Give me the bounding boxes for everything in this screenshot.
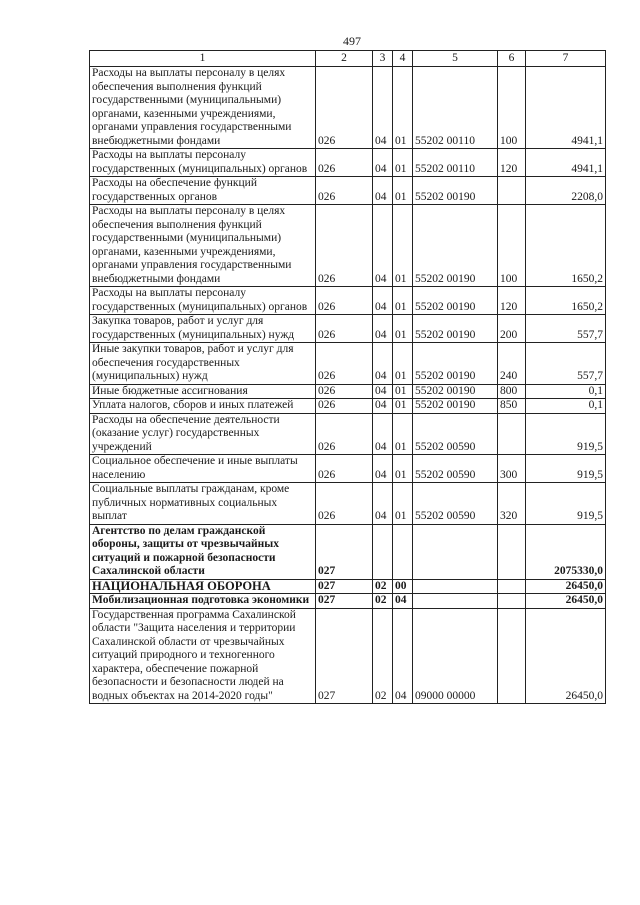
- row-section: 02: [373, 594, 393, 609]
- row-amount: 0,1: [526, 384, 606, 399]
- row-name: Закупка товаров, работ и услуг для государственных (муниципальных) нужд: [90, 315, 316, 343]
- row-subsection: 01: [393, 399, 413, 414]
- row-name: Иные бюджетные ассигнования: [90, 384, 316, 399]
- row-subsection: [393, 524, 413, 579]
- row-amount: 919,5: [526, 483, 606, 525]
- row-amount: 26450,0: [526, 594, 606, 609]
- row-type: [498, 579, 526, 594]
- row-amount: 2075330,0: [526, 524, 606, 579]
- table-row: [90, 149, 606, 177]
- row-code: 027: [316, 594, 373, 609]
- row-subsection: 01: [393, 455, 413, 483]
- row-section: 04: [373, 384, 393, 399]
- page-number: 497: [343, 34, 361, 48]
- row-section: 04: [373, 205, 393, 287]
- row-type: [498, 594, 526, 609]
- row-code: 027: [316, 579, 373, 594]
- table-row: [90, 399, 606, 414]
- row-name: Уплата налогов, сборов и иных платежей: [90, 399, 316, 414]
- row-name: Социальное обеспечение и иные выплаты населению: [90, 455, 316, 483]
- table-row: [90, 287, 606, 315]
- row-name: Расходы на выплаты персоналу государственных (муниципальных) органов: [90, 149, 316, 177]
- table-row: [90, 384, 606, 399]
- row-target: 55202 00110: [413, 67, 498, 149]
- row-type: 300: [498, 455, 526, 483]
- row-name: Расходы на выплаты персоналу в целях обеспечения выполнения функций государственными (муниципальными) органами, казенными учреждениями, органами управления государственными внебюджетными фондами: [90, 205, 316, 287]
- row-code: 026: [316, 384, 373, 399]
- row-code: 026: [316, 399, 373, 414]
- row-amount: 557,7: [526, 343, 606, 385]
- row-target: [413, 524, 498, 579]
- row-amount: 4941,1: [526, 149, 606, 177]
- row-code: 026: [316, 343, 373, 385]
- column-header: 4: [393, 51, 413, 67]
- row-section: [373, 524, 393, 579]
- column-header: 7: [526, 51, 606, 67]
- row-code: 026: [316, 483, 373, 525]
- row-subsection: 01: [393, 384, 413, 399]
- row-section: 04: [373, 455, 393, 483]
- row-type: 120: [498, 149, 526, 177]
- table-row: [90, 594, 606, 609]
- row-target: [413, 594, 498, 609]
- row-target: 55202 00590: [413, 483, 498, 525]
- table-row: [90, 524, 606, 579]
- row-target: 55202 00590: [413, 413, 498, 455]
- row-section: 04: [373, 483, 393, 525]
- row-code: 026: [316, 205, 373, 287]
- row-section: 04: [373, 67, 393, 149]
- row-code: 026: [316, 177, 373, 205]
- row-name: Социальные выплаты гражданам, кроме публичных нормативных социальных выплат: [90, 483, 316, 525]
- row-type: [498, 608, 526, 704]
- row-target: 55202 00190: [413, 315, 498, 343]
- row-section: 04: [373, 149, 393, 177]
- row-name: Мобилизационная подготовка экономики: [90, 594, 316, 609]
- row-subsection: 01: [393, 315, 413, 343]
- row-amount: 0,1: [526, 399, 606, 414]
- row-type: 120: [498, 287, 526, 315]
- row-amount: 919,5: [526, 413, 606, 455]
- column-header: 5: [413, 51, 498, 67]
- row-section: 04: [373, 413, 393, 455]
- row-amount: 26450,0: [526, 579, 606, 594]
- row-type: [498, 524, 526, 579]
- column-header: 1: [90, 51, 316, 67]
- row-section: 04: [373, 315, 393, 343]
- row-section: 04: [373, 177, 393, 205]
- row-subsection: 04: [393, 608, 413, 704]
- row-section: 04: [373, 287, 393, 315]
- column-number-row: [90, 51, 606, 67]
- row-section: 04: [373, 343, 393, 385]
- row-code: 027: [316, 608, 373, 704]
- row-subsection: 04: [393, 594, 413, 609]
- row-target: [413, 579, 498, 594]
- row-type: 800: [498, 384, 526, 399]
- row-type: [498, 413, 526, 455]
- row-subsection: 01: [393, 287, 413, 315]
- table-row: [90, 343, 606, 385]
- table-row: [90, 483, 606, 525]
- row-amount: 26450,0: [526, 608, 606, 704]
- row-name: Расходы на выплаты персоналу в целях обеспечения выполнения функций государственными (муниципальными) органами, казенными учреждениями, органами управления государственными внебюджетными фондами: [90, 67, 316, 149]
- table-row: [90, 205, 606, 287]
- row-amount: 1650,2: [526, 287, 606, 315]
- row-name: Расходы на обеспечение деятельности (оказание услуг) государственных учреждений: [90, 413, 316, 455]
- budget-table: [89, 50, 606, 704]
- row-code: 026: [316, 315, 373, 343]
- table-row: [90, 177, 606, 205]
- row-subsection: 00: [393, 579, 413, 594]
- row-type: 850: [498, 399, 526, 414]
- row-section: 02: [373, 608, 393, 704]
- row-amount: 1650,2: [526, 205, 606, 287]
- row-target: 55202 00110: [413, 149, 498, 177]
- row-type: 100: [498, 205, 526, 287]
- row-target: 55202 00190: [413, 343, 498, 385]
- row-code: 026: [316, 287, 373, 315]
- column-header: 6: [498, 51, 526, 67]
- row-amount: 2208,0: [526, 177, 606, 205]
- row-type: 320: [498, 483, 526, 525]
- table-row: [90, 579, 606, 594]
- row-target: 55202 00590: [413, 455, 498, 483]
- row-subsection: 01: [393, 205, 413, 287]
- row-amount: 919,5: [526, 455, 606, 483]
- row-code: 027: [316, 524, 373, 579]
- row-target: 55202 00190: [413, 384, 498, 399]
- row-target: 55202 00190: [413, 205, 498, 287]
- row-name: Расходы на выплаты персоналу государственных (муниципальных) органов: [90, 287, 316, 315]
- row-code: 026: [316, 455, 373, 483]
- table-row: [90, 67, 606, 149]
- row-amount: 4941,1: [526, 67, 606, 149]
- row-code: 026: [316, 67, 373, 149]
- row-code: 026: [316, 413, 373, 455]
- row-name: Государственная программа Сахалинской области "Защита населения и территории Сахалинской области от чрезвычайных ситуаций природного и техногенного характера, обеспечение пожарной безопасности и безопасности людей на водных объектах на 2014-2020 годы": [90, 608, 316, 704]
- row-subsection: 01: [393, 343, 413, 385]
- table-row: [90, 608, 606, 704]
- row-type: 100: [498, 67, 526, 149]
- row-type: 200: [498, 315, 526, 343]
- row-subsection: 01: [393, 67, 413, 149]
- row-subsection: 01: [393, 413, 413, 455]
- row-type: [498, 177, 526, 205]
- column-header: 2: [316, 51, 373, 67]
- row-target: 55202 00190: [413, 399, 498, 414]
- row-name: Иные закупки товаров, работ и услуг для обеспечения государственных (муниципальных) нужд: [90, 343, 316, 385]
- row-amount: 557,7: [526, 315, 606, 343]
- row-target: 55202 00190: [413, 177, 498, 205]
- table-row: [90, 315, 606, 343]
- row-subsection: 01: [393, 149, 413, 177]
- row-section: 04: [373, 399, 393, 414]
- table-row: [90, 455, 606, 483]
- row-target: 09000 00000: [413, 608, 498, 704]
- column-header: 3: [373, 51, 393, 67]
- table-row: [90, 413, 606, 455]
- row-name: НАЦИОНАЛЬНАЯ ОБОРОНА: [90, 579, 316, 594]
- row-code: 026: [316, 149, 373, 177]
- row-target: 55202 00190: [413, 287, 498, 315]
- row-section: 02: [373, 579, 393, 594]
- row-name: Расходы на обеспечение функций государственных органов: [90, 177, 316, 205]
- row-subsection: 01: [393, 177, 413, 205]
- row-name: Агентство по делам гражданской обороны, защиты от чрезвычайных ситуаций и пожарной безопасности Сахалинской области: [90, 524, 316, 579]
- row-type: 240: [498, 343, 526, 385]
- row-subsection: 01: [393, 483, 413, 525]
